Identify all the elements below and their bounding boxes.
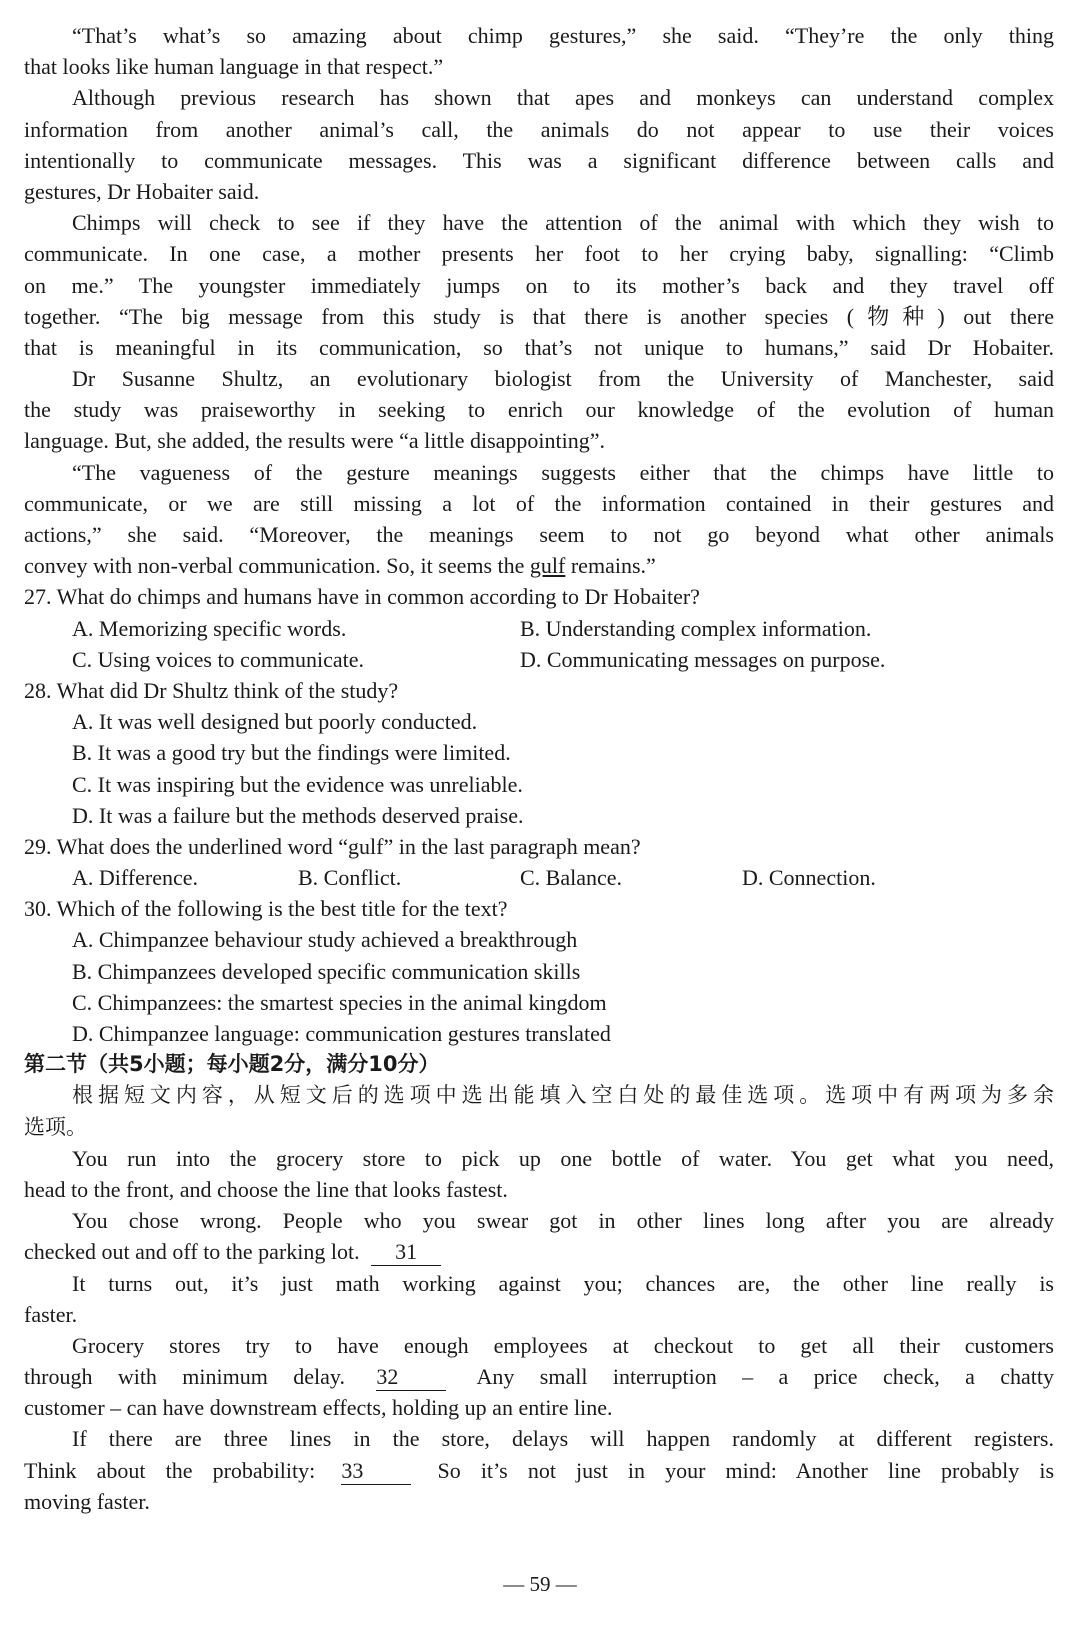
- underlined-word-gulf: gulf: [529, 553, 566, 579]
- option-b[interactable]: B. Conflict.: [298, 865, 402, 891]
- passage-line: Grocery stores try to have enough employees at checkout to get all their customers: [72, 1332, 1054, 1358]
- section-instruction: 选项。: [24, 1114, 87, 1139]
- passage-line: “The vagueness of the gesture meanings suggests either that the chimps have little to: [72, 459, 1054, 485]
- passage-line: the study was praiseworthy in seeking to enrich our knowledge of the evolution of human: [24, 397, 1054, 423]
- option-b[interactable]: B. Chimpanzees developed specific communication skills: [72, 958, 581, 984]
- passage-line: that is meaningful in its communication, so that’s not unique to humans,” said Dr Hobaiter.: [24, 334, 1054, 360]
- question-stem: 29. What does the underlined word “gulf” in the last paragraph mean?: [24, 833, 641, 859]
- passage2-paragraph-2: [24, 1205, 1054, 1267]
- passage-line: If there are three lines in the store, delays will happen randomly at different registers.: [72, 1426, 1054, 1452]
- question-stem: 30. Which of the following is the best title for the text?: [24, 896, 508, 922]
- option-b[interactable]: B. It was a good try but the findings were limited.: [72, 740, 511, 766]
- passage-line: communicate. In one case, a mother presents her foot to her crying baby, signalling: “Climb: [24, 241, 1054, 267]
- passage-line: that looks like human language in that respect.”: [24, 54, 444, 80]
- passage-line: on me.” The youngster immediately jumps on to its mother’s back and they travel off: [24, 272, 1054, 298]
- blank-33[interactable]: 33: [341, 1458, 411, 1485]
- passage-line: communicate, or we are still missing a lot of the information contained in their gestures and: [24, 490, 1054, 516]
- passage2-paragraph-3: [24, 1268, 1054, 1330]
- passage-line: intentionally to communicate messages. This was a significant difference between calls and: [24, 147, 1054, 173]
- passage-text: Think about the probability:: [24, 1457, 316, 1483]
- option-d[interactable]: D. It was a failure but the methods deserved praise.: [72, 802, 524, 828]
- passage-paragraph-1: [24, 20, 1054, 82]
- passage-line: head to the front, and choose the line that looks fastest.: [24, 1176, 508, 1202]
- passage-paragraph-2: [24, 82, 1054, 207]
- question-27: [24, 581, 1054, 675]
- option-c[interactable]: C. Chimpanzees: the smartest species in the animal kingdom: [72, 989, 607, 1015]
- passage-line: gestures, Dr Hobaiter said.: [24, 178, 260, 204]
- question-stem: 28. What did Dr Shultz think of the study?: [24, 677, 399, 703]
- passage-line: [24, 1361, 1054, 1392]
- passage-line: language. But, she added, the results were “a little disappointing”.: [24, 428, 606, 454]
- options-row: [24, 613, 1054, 644]
- question-28: [24, 675, 1054, 831]
- passage-line: [24, 1236, 1054, 1267]
- passage2-paragraph-5: [24, 1423, 1054, 1517]
- option-d[interactable]: D. Communicating messages on purpose.: [520, 646, 886, 672]
- blank-31[interactable]: 31: [371, 1239, 441, 1266]
- passage-text: remains.”: [565, 553, 656, 579]
- passage-line: customer – can have downstream effects, holding up an entire line.: [24, 1395, 613, 1421]
- passage-line: moving faster.: [24, 1488, 150, 1514]
- option-d[interactable]: D. Chimpanzee language: communication gestures translated: [72, 1021, 611, 1046]
- passage2-paragraph-4: [24, 1330, 1054, 1424]
- passage-text: So it’s not just in your mind: Another line probably is: [437, 1457, 1054, 1483]
- passage-line: Chimps will check to see if they have the attention of the animal with which they wish to: [72, 210, 1054, 236]
- passage-paragraph-3: [24, 207, 1054, 363]
- question-29: [24, 831, 1054, 893]
- option-a[interactable]: A. It was well designed but poorly conducted.: [72, 709, 478, 735]
- options-row: [24, 644, 1054, 675]
- passage-text: checked out and off to the parking lot.: [24, 1239, 360, 1265]
- question-30: [24, 893, 1054, 1049]
- passage2-paragraph-1: [24, 1143, 1054, 1205]
- section-2: [24, 1049, 1054, 1143]
- option-a[interactable]: A. Chimpanzee behaviour study achieved a breakthrough: [72, 927, 578, 953]
- passage-text: through with minimum delay.: [24, 1364, 345, 1390]
- option-c[interactable]: C. Using voices to communicate.: [72, 646, 365, 672]
- passage-line: You chose wrong. People who you swear got in other lines long after you are already: [72, 1208, 1054, 1234]
- passage-line: It turns out, it’s just math working against you; chances are, the other line really is: [72, 1270, 1054, 1296]
- option-c[interactable]: C. Balance.: [520, 865, 623, 891]
- option-a[interactable]: A. Difference.: [72, 865, 199, 891]
- passage-line: [24, 1455, 1054, 1486]
- passage-text: convey with non-verbal communication. So, it seems the: [24, 553, 530, 579]
- passage-line: faster.: [24, 1301, 78, 1327]
- blank-32[interactable]: 32: [376, 1364, 446, 1391]
- option-d[interactable]: D. Connection.: [742, 865, 876, 891]
- options-row: [24, 862, 1054, 893]
- passage-line: together. “The big message from this study is that there is another species (物种) out there: [24, 303, 1054, 329]
- passage-line: You run into the grocery store to pick up one bottle of water. You get what you need,: [72, 1145, 1054, 1171]
- passage-paragraph-5: [24, 457, 1054, 582]
- passage-line: actions,” she said. “Moreover, the meanings seem to not go beyond what other animals: [24, 522, 1054, 547]
- page-number: — 59 —: [503, 1572, 577, 1596]
- option-a[interactable]: A. Memorizing specific words.: [72, 615, 347, 641]
- passage-line: Dr Susanne Shultz, an evolutionary biologist from the University of Manchester, said: [72, 366, 1054, 392]
- passage-line: “That’s what’s so amazing about chimp gestures,” she said. “They’re the only thing: [72, 23, 1054, 48]
- question-stem: 27. What do chimps and humans have in common according to Dr Hobaiter?: [24, 584, 700, 610]
- passage-line: [24, 550, 1054, 581]
- option-b[interactable]: B. Understanding complex information.: [520, 615, 872, 641]
- exam-page: [24, 20, 1054, 1517]
- option-c[interactable]: C. It was inspiring but the evidence was unreliable.: [72, 771, 523, 797]
- passage-text: Any small interruption – a price check, a chatty: [476, 1364, 1054, 1390]
- passage-line: information from another animal’s call, the animals do not appear to use their voices: [24, 116, 1054, 142]
- passage-line: Although previous research has shown that apes and monkeys can understand complex: [72, 85, 1054, 111]
- passage-paragraph-4: [24, 363, 1054, 457]
- section-instruction: 根据短文内容，从短文后的选项中选出能填入空白处的最佳选项。选项中有两项为多余: [72, 1083, 1054, 1108]
- section-title: 第二节（共5小题；每小题2分，满分10分）: [24, 1052, 440, 1077]
